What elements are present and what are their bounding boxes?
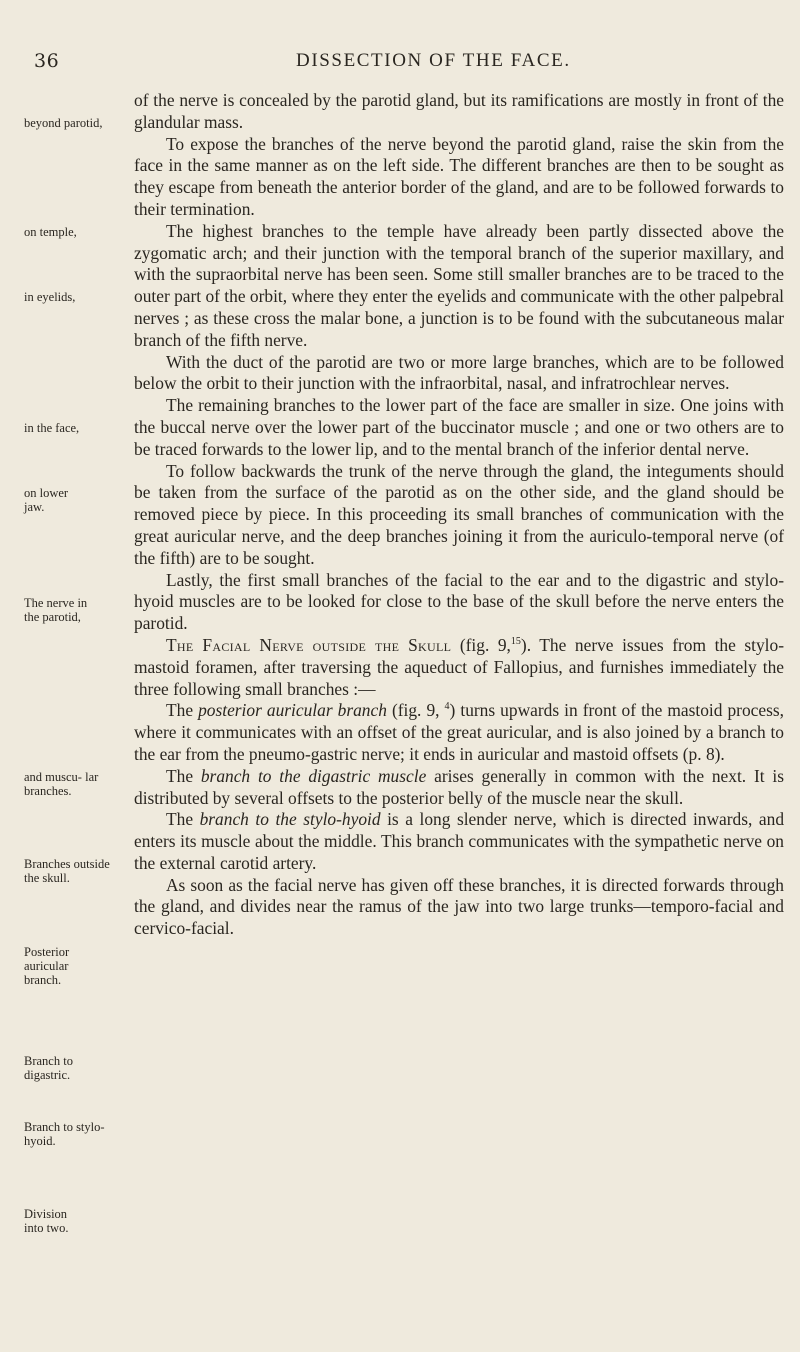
- paragraph: Lastly, the first small branches of the facial to the ear and to the digastric and stylo-hyoid muscles are to be looked for close to the base of the skull before the nerve enters the parotid.: [134, 569, 784, 634]
- paragraph-text: ) turns upwards in front of the mastoid process, where it communicates with an offset of the great auricular, and is also joined by a branch to the ear from the pneumo-gastric nerve; it ends in auricular and mastoid offsets (p. 8).: [134, 700, 784, 764]
- paragraph: To expose the branches of the nerve beyond the parotid gland, raise the skin from the face in the same manner as on the left side. The different branches are then to be sought as they escape from beneath the anterior border of the gland, and are to be followed forwards to their termination.: [134, 133, 784, 219]
- section-heading: The Facial Nerve outside the Skull: [166, 634, 452, 655]
- margin-note-in-the-face: in the face,: [24, 421, 80, 435]
- paragraph: To follow backwards the trunk of the nerve through the gland, the integuments should be taken from the surface of the parotid as on the other side, and the gland should be removed piece by piece. In this proceeding its small branches of communication with the great auricular nerve, and the deep branches joining it from the auriculo-temporal nerve (of the fifth) are to be sought.: [134, 460, 784, 568]
- body-text: [134, 90, 784, 940]
- paragraph-text: is a long slender nerve, which is directed inwards, and enters its muscle about the middle. This branch communicates with the sympathetic nerve on the external carotid artery.: [134, 809, 785, 873]
- margin-note-branches-outside-skull: Branches outside the skull.: [24, 857, 110, 885]
- paragraph-text: arises generally in common with the next. It is distributed by several offsets to the posterior belly of the muscle near the skull.: [134, 765, 784, 808]
- figure-reference: (fig. 9,: [459, 634, 511, 655]
- italic-term: branch to the digastric muscle: [200, 765, 427, 786]
- margin-note-nerve-in-parotid: The nerve in the parotid,: [24, 596, 88, 624]
- paragraph-text: The: [166, 700, 199, 721]
- italic-term: branch to the stylo-hyoid: [199, 809, 381, 830]
- figure-superscript: 15: [510, 636, 521, 648]
- figure-superscript: 4: [444, 701, 450, 713]
- paragraph-text: The: [166, 765, 201, 786]
- paragraph: [134, 809, 784, 874]
- running-title: DISSECTION OF THE FACE.: [296, 50, 571, 71]
- paragraph: [134, 700, 784, 765]
- margin-note-beyond-parotid: beyond parotid,: [24, 116, 103, 130]
- paragraph: The highest branches to the temple have already been partly dissected above the zygomatic arch; and their junction with the temporal branch of the superior maxillary, and with the supraorbital nerve has been seen. Some still smaller branches are to be traced to the outer part of the orbit, where they enter the eyelids and communicate with the other palpebral nerves ; as these cross the malar bone, a junction is to be found with the subcutaneous malar branch of the fifth nerve.: [134, 220, 784, 350]
- margin-note-branch-digastric: Branch to digastric.: [24, 1054, 73, 1082]
- margin-note-in-eyelids: in eyelids,: [24, 290, 76, 304]
- margin-note-division-into-two: Division into two.: [24, 1207, 69, 1235]
- paragraph: [134, 766, 784, 810]
- page-number: 36: [34, 50, 60, 72]
- paragraph: of the nerve is concealed by the parotid gland, but its ramifications are mostly in front of the glandular mass.: [134, 90, 784, 132]
- paragraph-text: The: [166, 809, 200, 830]
- paragraph: [134, 635, 784, 700]
- page-header: [0, 50, 800, 76]
- margin-note-muscular-branches: and muscu- lar branches.: [24, 770, 99, 798]
- margin-note-branch-stylohyoid: Branch to stylo-hyoid.: [24, 1120, 105, 1148]
- margin-note-on-lower-jaw: on lower jaw.: [24, 486, 69, 514]
- paragraph: As soon as the facial nerve has given off these branches, it is directed forwards through the gland, and divides near the ramus of the jaw into two large trunks—temporo-facial and cervico-facial.: [134, 874, 784, 939]
- figure-reference: (fig. 9,: [386, 700, 445, 721]
- margin-note-on-temple: on temple,: [24, 225, 77, 239]
- italic-term: posterior auricular branch: [198, 700, 387, 721]
- margin-note-posterior-auricular: Posterior auricular branch.: [24, 945, 70, 987]
- paragraph-text: ). The nerve issues from the stylo-mastoid foramen, after traversing the aqueduct of Fallopius, and furnishes immediately the three following small branches :—: [134, 634, 785, 699]
- paragraph: With the duct of the parotid are two or more large branches, which are to be followed below the orbit to their junction with the infraorbital, nasal, and infratrochlear nerves.: [134, 351, 784, 394]
- paragraph: The remaining branches to the lower part of the face are smaller in size. One joins with the buccal nerve over the lower part of the buccinator muscle ; and one or two others are to be traced forwards to the lower lip, and to the mental branch of the inferior dental nerve.: [134, 395, 784, 459]
